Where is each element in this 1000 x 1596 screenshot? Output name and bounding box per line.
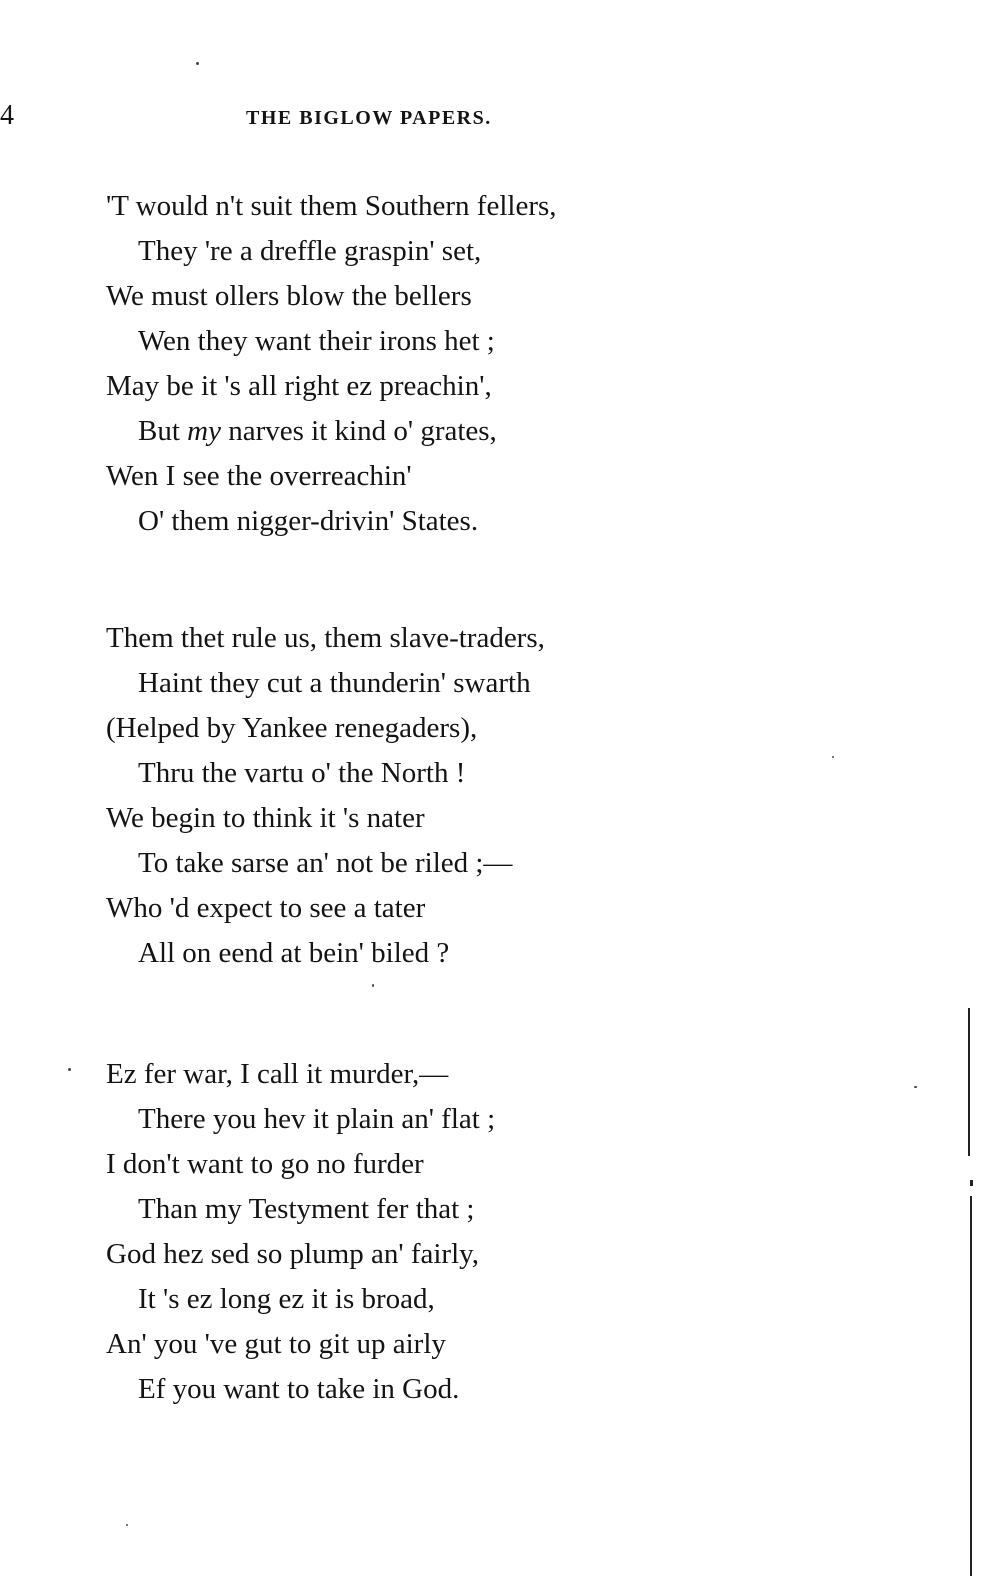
verse-line: Haint they cut a thunderin' swarth [138,667,531,699]
verse-line: Wen I see the overreachin' [106,460,412,492]
verse-line: All on eend at bein' biled ? [138,937,450,969]
verse-line: Them thet rule us, them slave-traders, [106,622,545,654]
verse-line-with-italic: But my narves it kind o' grates, [138,415,497,447]
stanza-2 [106,616,746,976]
verse-line: To take sarse an' not be riled ;— [138,847,513,879]
verse-line: Who 'd expect to see a tater [106,892,426,924]
verse-line: I don't want to go no furder [106,1148,424,1180]
verse-line: We begin to think it 's nater [106,802,425,834]
scan-speck [126,1524,128,1526]
scan-speck [68,1068,71,1071]
verse-line: O' them nigger-drivin' States. [138,505,479,537]
verse-line: (Helped by Yankee renegaders), [106,712,478,744]
verse-line: Wen they want their irons het ; [138,325,495,357]
scan-speck [832,756,834,758]
scan-speck [196,62,199,65]
verse-line: Thru the vartu o' the North ! [138,757,466,789]
verse-line: 'T would n't suit them Southern fellers, [106,190,557,222]
verse-line: God hez sed so plump an' fairly, [106,1238,480,1270]
verse-line: Ef you want to take in God. [138,1373,460,1405]
italic-word: my [187,415,221,447]
verse-line: Than my Testyment fer that ; [138,1193,475,1225]
verse-line: There you hev it plain an' flat ; [138,1103,496,1135]
page-edge-mark [970,1180,973,1186]
stanza-1 [106,184,746,544]
verse-line: May be it 's all right ez preachin', [106,370,492,402]
stanza-3 [106,1052,746,1412]
verse-line: We must ollers blow the bellers [106,280,472,312]
running-title: THE BIGLOW PAPERS. [246,107,492,129]
scan-speck [372,984,374,987]
verse-line: They 're a dreffle graspin' set, [138,235,482,267]
verse-line: It 's ez long ez it is broad, [138,1283,435,1315]
verse-line: An' you 've gut to git up airly [106,1328,446,1360]
page-number: 4 [0,100,14,131]
page-edge-line [968,1008,970,1156]
page-edge-line [970,1196,972,1576]
verse-line: Ez fer war, I call it murder,— [106,1058,449,1090]
scan-speck [914,1086,917,1088]
